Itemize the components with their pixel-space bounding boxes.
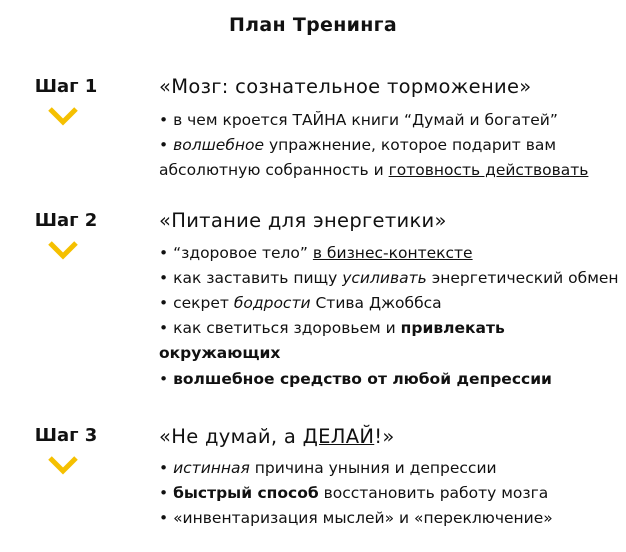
step-1-label: Шаг 1 [34, 76, 98, 97]
step-1-line-1: • в чем кроется ТАЙНА книги “Думай и богатей” [159, 111, 558, 129]
step-3-line-3: • «инвентаризация мыслей» и «переключение» [159, 509, 553, 527]
step-3-heading: «Не думай, а ДЕЛАЙ!» [159, 425, 395, 448]
step-1-heading: «Мозг: сознательное торможение» [159, 75, 532, 98]
step-1-line-2: • волшебное упражнение, которое подарит вам [159, 136, 557, 154]
step-2-label: Шаг 2 [34, 210, 98, 231]
step-2-line-1: • “здоровое тело” в бизнес-контексте [159, 244, 473, 262]
chevron-down-icon [46, 455, 80, 475]
step-2-line-5: окружающих [159, 344, 281, 362]
step-2-line-2: • как заставить пищу усиливать энергетический обмен [159, 269, 619, 287]
step-2-line-3: • секрет бодрости Стива Джоббса [159, 294, 442, 312]
step-3-line-2: • быстрый способ восстановить работу мозга [159, 484, 549, 502]
page-title: План Тренинга [228, 14, 398, 36]
step-2-heading: «Питание для энергетики» [159, 209, 447, 232]
step-3-line-1: • истинная причина уныния и депрессии [159, 459, 497, 477]
step-2-line-6: • волшебное средство от любой депрессии [159, 370, 552, 388]
chevron-down-icon [46, 240, 80, 260]
chevron-down-icon [46, 106, 80, 126]
step-3-label: Шаг 3 [34, 425, 98, 446]
step-1-line-3: абсолютную собранность и готовность действовать [159, 161, 589, 179]
step-2-line-4: • как светиться здоровьем и привлекать [159, 319, 505, 337]
